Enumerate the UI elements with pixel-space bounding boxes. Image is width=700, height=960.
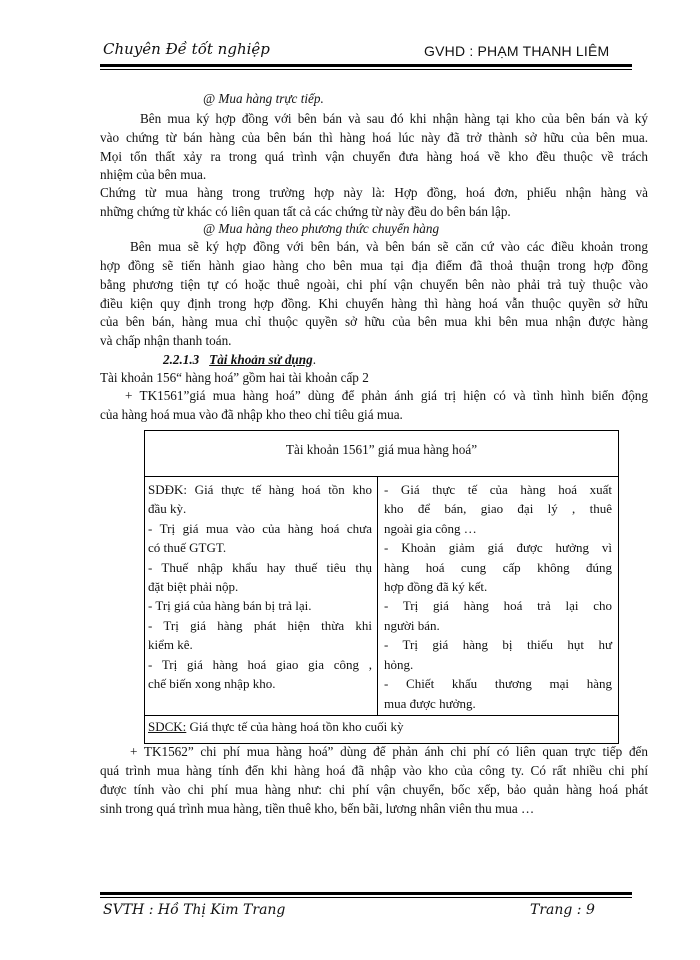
credit-line: kho để bán, giao đại lý , thuê <box>384 501 612 516</box>
debit-line: có thuế GTGT. <box>148 540 227 555</box>
closing-balance-text: Giá thực tế của hàng hoá tồn kho cuối kỳ <box>186 719 404 734</box>
debit-line: - Trị giá hàng phát hiện thừa khi <box>148 618 372 633</box>
credit-line: người bán. <box>384 618 440 633</box>
subsection-heading-end: . <box>312 352 316 367</box>
footer-page-number: Trang : 9 <box>530 902 595 918</box>
debit-line: chế biến xong nhập kho. <box>148 676 276 692</box>
paragraph-line: những chứng từ khác có liên quan tất cả các chứng từ này đều do bên bán lập. <box>100 204 511 219</box>
table-title: Tài khoản 1561” giá mua hàng hoá” <box>285 442 478 457</box>
debit-line: - Trị giá của hàng bán bị trả lại. <box>148 598 312 613</box>
credit-line: - Giá thực tế của hàng hoá xuất <box>384 482 612 497</box>
credit-line: - Trị giá hàng hoá trả lại cho <box>384 598 612 613</box>
credit-line: hàng hoá cung cấp không đúng <box>384 560 612 575</box>
table-divider <box>144 715 619 716</box>
credit-line: mua được hưởng. <box>384 695 476 711</box>
paragraph-line: điều kiện quy định trong hợp đồng. Khi chuyển hàng thì hàng hoá vẫn thuộc quyền sở hữu <box>100 296 648 311</box>
credit-line: ngoài gia công … <box>384 521 477 536</box>
paragraph-line: Bên mua sẽ ký hợp đồng với bên bán, và bên bán sẽ căn cứ vào các điều khoản trong <box>130 239 648 254</box>
subsection-heading <box>163 351 316 369</box>
paragraph-line: của bên bán, hàng mua chỉ thuộc quyền sở hữu của bên mua khi bên mua nhận được hàng <box>100 314 648 329</box>
ledger-account-table <box>144 430 619 745</box>
subsection-title: Tài khoản sử dụng <box>209 352 313 367</box>
footer-divider-thin <box>100 897 632 898</box>
paragraph-line: của hàng hoá mua vào đã nhập kho theo chỉ tiêu giá mua. <box>100 407 403 422</box>
closing-balance <box>148 717 608 736</box>
debit-line: đầu kỳ. <box>148 501 187 516</box>
footer-student: SVTH : Hồ Thị Kim Trang <box>103 902 286 918</box>
header-divider <box>100 64 632 67</box>
debit-line: - Trị giá mua vào của hàng hoá chưa <box>148 521 372 536</box>
footer-divider <box>100 892 632 895</box>
paragraph-line: Mọi tổn thất xảy ra trong quá trình vận chuyển đưa hàng hoá về kho đều thuộc về trách <box>100 149 648 164</box>
paragraph-line: vào chứng từ bán hàng của bên bán thì hàng hoá lúc này đã trở thành sở hữu của bên mua. <box>100 130 648 145</box>
debit-line: đặt biệt phải nộp. <box>148 579 239 594</box>
debit-line: - Thuế nhập khẩu hay thuế tiêu thụ <box>148 560 372 575</box>
paragraph-line: quá trình mua hàng tính đến khi hàng hoá đã nhập vào kho của công ty. Có rất nhiều chi phí <box>100 763 648 778</box>
paragraph-line: hợp đồng sẽ tiến hành giao hàng cho bên mua tại địa điểm đã thoả thuận trong hợp đồng <box>100 258 648 273</box>
credit-line: - Khoản giảm giá được hưởng vì <box>384 540 612 555</box>
table-divider <box>144 476 619 477</box>
debit-line: SDĐK: Giá thực tế hàng hoá tồn kho <box>148 482 372 497</box>
header-advisor: GVHD : PHẠM THANH LIÊM <box>424 43 610 59</box>
paragraph-line: Chứng từ mua hàng trong trường hợp này là: Hợp đồng, hoá đơn, phiếu nhận hàng và <box>100 185 648 200</box>
credit-line: - Chiết khấu thương mại hàng <box>384 676 612 692</box>
paragraph-line: Bên mua ký hợp đồng với bên bán và sau đó khi nhận hàng tại kho của bên bán và ký <box>140 111 648 126</box>
header-divider-thin <box>100 69 632 70</box>
paragraph-line: Tài khoản 156“ hàng hoá” gồm hai tài khoản cấp 2 <box>100 370 369 385</box>
closing-balance-label: SDCK: <box>148 719 187 734</box>
credit-line: hợp đồng đã ký kết. <box>384 579 488 594</box>
table-column-divider <box>377 476 378 715</box>
paragraph-line: được tính vào chi phí mua hàng như: chi phí vận chuyển, bốc xếp, bảo quản hàng hoá phát <box>100 782 648 797</box>
section-heading-direct-purchase: @ Mua hàng trực tiếp. <box>203 91 324 106</box>
credit-line: - Trị giá hàng bị thiếu hụt hư <box>384 637 612 652</box>
credit-line: hỏng. <box>384 657 414 672</box>
paragraph-line: nhiệm của bên mua. <box>100 167 207 182</box>
section-heading-delivery-purchase: @ Mua hàng theo phương thức chuyển hàng <box>203 221 440 236</box>
paragraph-line: bằng phương tiện tự có hoặc thuê ngoài, chi phí vận chuyển bên nào phải trả tuỳ thuộc vào <box>100 277 648 292</box>
paragraph-line: và chấp nhận thanh toán. <box>100 333 232 348</box>
debit-line: - Trị giá hàng hoá giao gia công , <box>148 657 372 672</box>
paragraph-line: + TK1561”giá mua hàng hoá” dùng để phản ánh giá trị hiện có và tình hình biến động <box>125 388 648 403</box>
header-document-title: Chuyên Đề tốt nghiệp <box>103 40 270 58</box>
subsection-number: 2.2.1.3 <box>163 352 200 367</box>
paragraph-line: sinh trong quá trình mua hàng, tiền thuê kho, bến bãi, lương nhân viên thu mua … <box>100 801 535 816</box>
debit-line: kiểm kê. <box>148 637 193 652</box>
paragraph-line: + TK1562” chi phí mua hàng hoá” dùng để phản ánh chi phí có liên quan trực tiếp đến <box>130 744 648 759</box>
